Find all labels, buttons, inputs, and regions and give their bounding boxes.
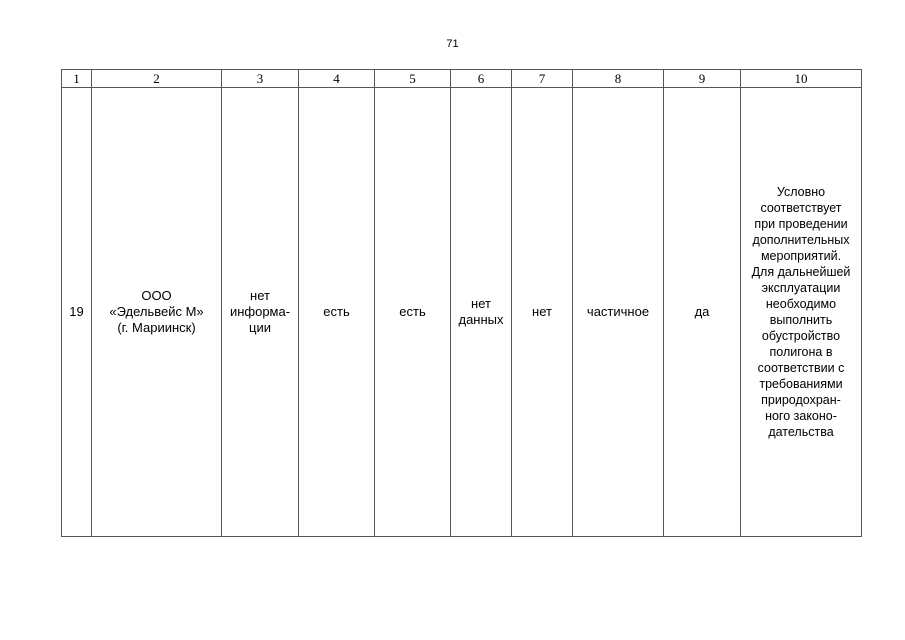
column-header-6: 6 (451, 70, 512, 88)
column-header-7: 7 (512, 70, 573, 88)
table-row (62, 88, 862, 537)
column-header-5: 5 (375, 70, 451, 88)
column-header-4: 4 (299, 70, 375, 88)
column-header-9: 9 (664, 70, 741, 88)
data-table (61, 69, 862, 537)
cell-col-3: нет информа- ции (222, 88, 299, 537)
column-header-1: 1 (62, 70, 92, 88)
cell-col-5: есть (375, 88, 451, 537)
cell-col-9: да (664, 88, 741, 537)
cell-organization: ООО «Эдельвейс М» (г. Мариинск) (92, 88, 222, 537)
cell-conclusion: Условно соответствует при проведении дополнительных мероприятий. Для дальнейшей эксплуатации необходимо выполнить обустройство полигона в соответствии с требованиями природохран- ного законо- дательства (741, 88, 862, 537)
cell-col-7: нет (512, 88, 573, 537)
column-header-2: 2 (92, 70, 222, 88)
column-header-3: 3 (222, 70, 299, 88)
page-number: 71 (446, 38, 459, 50)
cell-col-6: нет данных (451, 88, 512, 537)
header-row (62, 70, 862, 88)
column-header-10: 10 (741, 70, 862, 88)
cell-col-4: есть (299, 88, 375, 537)
column-header-8: 8 (573, 70, 664, 88)
cell-col-8: частичное (573, 88, 664, 537)
cell-row-number: 19 (62, 88, 92, 537)
